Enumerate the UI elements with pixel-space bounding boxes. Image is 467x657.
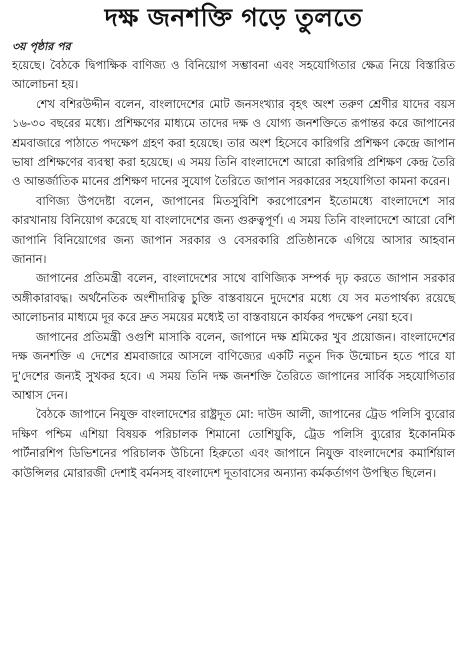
paragraph: বৈঠকে জাপানে নিযুক্ত বাংলাদেশের রাষ্ট্রদূত মো: দাউদ আলী, জাপানের ট্রেড পলিসি ব্যুরোর দক্ষিণ পশ্চিম এশিয়া বিষয়ক পরিচালক শিমানো তোশিয়ুকি, ট্রেড পলিসি ব্যুরোর ইকোনমিক পার্টনারশিপ ডিভিশনের পরিচালক উচিনো হিরুতো এবং জাপানে নিযুক্ত বাংলাদেশের কমার্শিয়াল কাউন্সিলর মোরারজী দেশাই বর্মনসহ বাংলাদেশ দূতাবাসের অন্যান্য কর্মকর্তাগণ উপস্থিত ছিলেন। xyxy=(12,407,455,480)
paragraph: বাণিজ্য উপদেষ্টা বলেন, জাপানের মিতসুবিশি করপোরেশন ইতোমধ্যে বাংলাদেশে সার কারখানায় বিনিয়োগ করেছে যা বাংলাদেশের জন্য গুরুত্বপূর্ণ। এ সময় তিনি বাংলাদেশে আরো বেশি জাপানি বিনিয়োগের জন্য জাপান সরকার ও বেসরকারি প্রতিষ্ঠানকে এগিয়ে আসার আহবান জানান। xyxy=(12,193,455,267)
paragraph: জাপানের প্রতিমন্ত্রী বলেন, বাংলাদেশের সাথে বাণিজ্যিক সম্পর্ক দৃঢ় করতে জাপান সরকার অঙ্গীকারাবদ্ধ। অর্থনৈতিক অংশীদারিত্ব চুক্তি বাস্তবায়নে দুদেশের মধ্যে যে সব মতপার্থক্য রয়েছে আলোচনার মাধ্যমে দূর করে দ্রুত সময়ের মধ্যেই তা বাস্তবায়নে কার্যকর পদক্ষেপ নেয়া হবে। xyxy=(12,271,455,325)
paragraph: জাপানের প্রতিমন্ত্রী ওগুশি মাসাকি বলেন, জাপানে দক্ষ শ্রমিকের খুব প্রয়োজন। বাংলাদেশের দক্ষ জনশক্তি এ দেশের শ্রমবাজারে আসলে বাণিজ্যের একটি নতুন দিক উন্মোচন হতে পারে যা দু'দেশের জন্যই সুখকর হবে। এ সময় তিনি দক্ষ জনশক্তি তৈরিতে জাপানের সার্বিক সহযোগিতার আশ্বাস দেন। xyxy=(12,329,455,402)
paragraph: হয়েছে। বৈঠকে দ্বিপাক্ষিক বাণিজ্য ও বিনিয়োগ সম্ভাবনা এবং সহযোগিতার ক্ষেত্র নিয়ে বিস্তারিত আলোচনা হয়। xyxy=(12,58,455,92)
article-body xyxy=(12,56,455,483)
paragraph: শেখ বশিরউদ্দীন বলেন, বাংলাদেশের মোট জনসংখ্যার বৃহৎ অংশ তরুণ শ্রেণীর যাদের বয়স ১৬-৩০ বছরের মধ্যে। প্রশিক্ষণের মাধ্যমে তাদের দক্ষ ও যোগ্য জনশক্তিতে রূপান্তর করে জাপানের শ্রমবাজারে পাঠাতে পদক্ষেপ গ্রহণ করা হয়েছে। তার অংশ হিসেবে কারিগরি প্রশিক্ষণ কেন্দ্রে জাপান ভাষা প্রশিক্ষণের ব্যবস্থা করা হয়েছে। এ সময় তিনি বাংলাদেশে আরো কারিগরি প্রশিক্ষণ কেন্দ্র তৈরি ও আন্তর্জাতিক মানের প্রশিক্ষণ দানের সুযোগ তৈরিতে জাপান সরকারের সহযোগিতা কামনা করেন। xyxy=(12,96,455,189)
headline: দক্ষ জনশক্তি গড়ে তুলতে xyxy=(104,3,363,32)
continuation-note: ৩য় পৃষ্ঠার পর xyxy=(12,40,71,53)
